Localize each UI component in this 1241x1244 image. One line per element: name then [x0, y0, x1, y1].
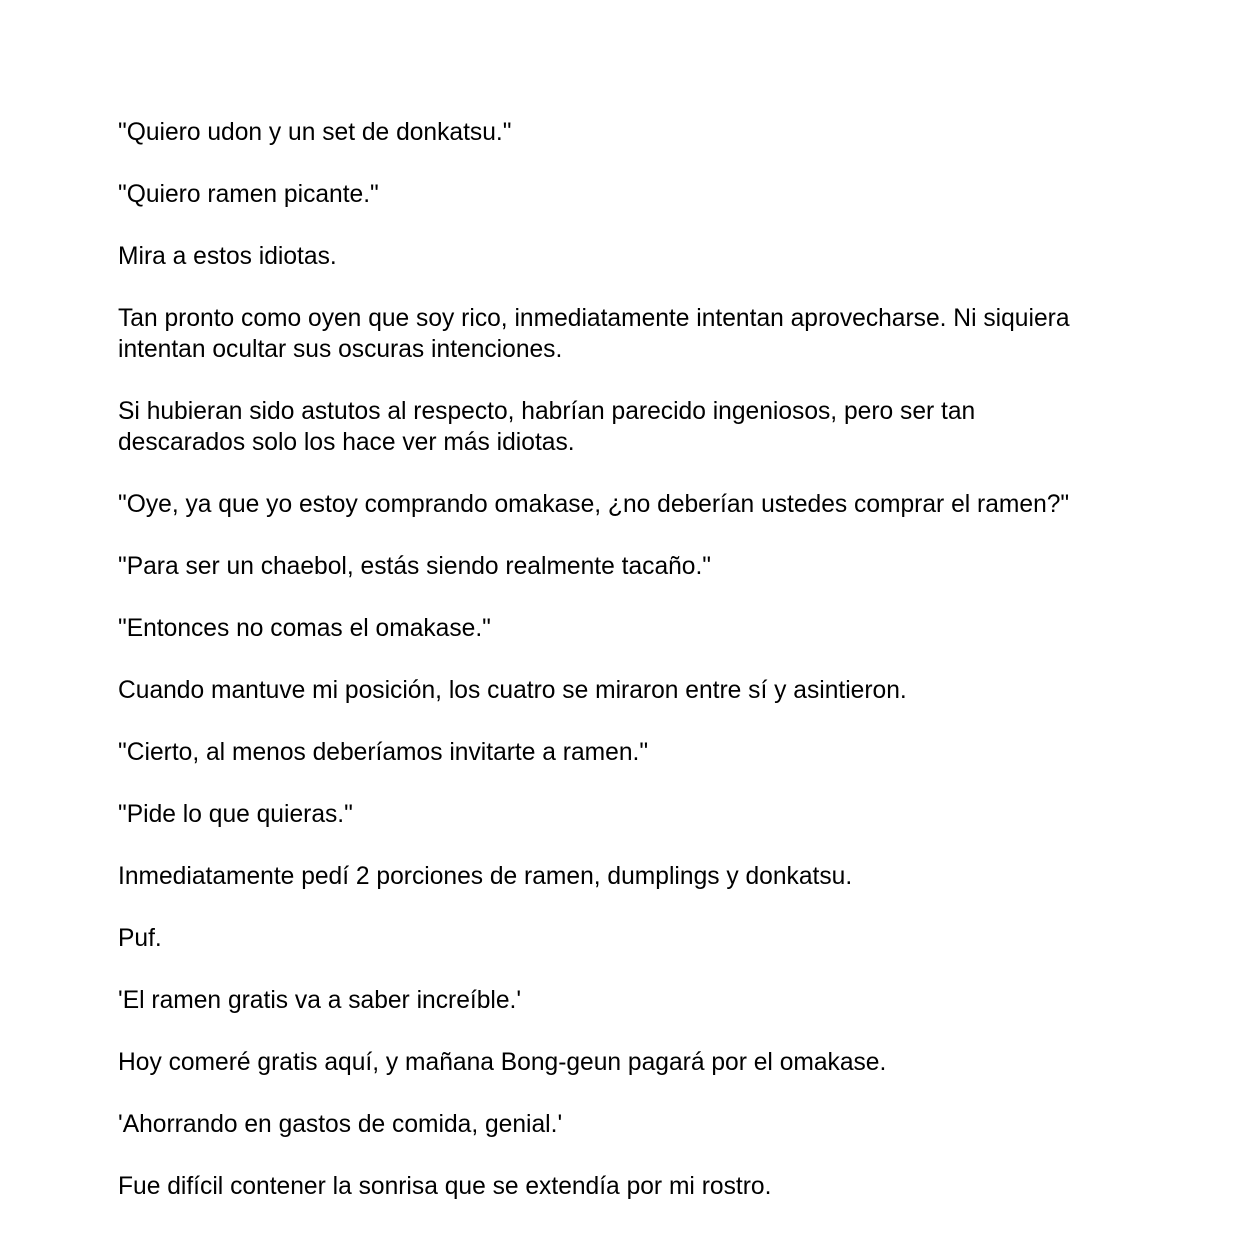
paragraph: "Para ser un chaebol, estás siendo realmente tacaño.": [118, 553, 712, 580]
paragraph: Si hubieran sido astutos al respecto, habrían parecido ingeniosos, pero ser tan descarados solo los hace ver más idiotas.: [118, 398, 976, 456]
paragraph: "Pide lo que quieras.": [118, 801, 353, 828]
paragraph: Hoy comeré gratis aquí, y mañana Bong-geun pagará por el omakase.: [118, 1049, 887, 1076]
paragraph: Tan pronto como oyen que soy rico, inmediatamente intentan aprovecharse. Ni siquiera intentan ocultar sus oscuras intenciones.: [118, 305, 1070, 363]
document-page: [118, 117, 1078, 1233]
paragraph: "Cierto, al menos deberíamos invitarte a ramen.": [118, 739, 649, 766]
paragraph: Fue difícil contener la sonrisa que se extendía por mi rostro.: [118, 1173, 772, 1200]
paragraph: "Oye, ya que yo estoy comprando omakase, ¿no deberían ustedes comprar el ramen?": [118, 491, 1070, 518]
paragraph: Cuando mantuve mi posición, los cuatro se miraron entre sí y asintieron.: [118, 677, 907, 704]
paragraph: "Quiero udon y un set de donkatsu.": [118, 119, 512, 146]
paragraph: "Quiero ramen picante.": [118, 181, 379, 208]
paragraph: Mira a estos idiotas.: [118, 243, 337, 270]
paragraph: Inmediatamente pedí 2 porciones de ramen, dumplings y donkatsu.: [118, 863, 853, 890]
paragraph: 'El ramen gratis va a saber increíble.': [118, 987, 522, 1014]
paragraph: 'Ahorrando en gastos de comida, genial.': [118, 1111, 563, 1138]
paragraph: "Entonces no comas el omakase.": [118, 615, 491, 642]
paragraph: Puf.: [118, 925, 162, 952]
